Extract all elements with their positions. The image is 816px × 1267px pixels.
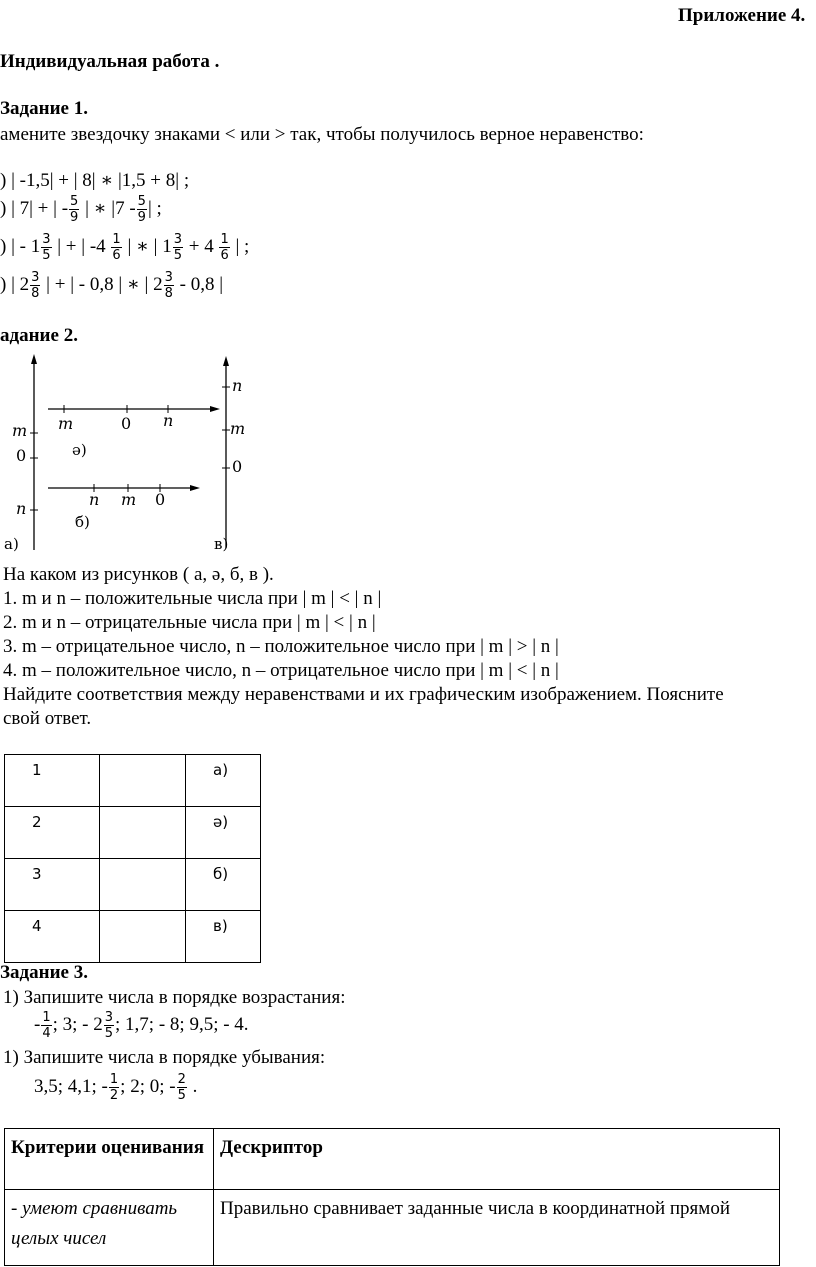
fraction: $\frac{3}{8}$: [164, 270, 173, 301]
task1-instruction: амените звездочку знаками < или > так, чтобы получилось верное неравенство:: [0, 124, 644, 145]
number-lines-figure: [0, 350, 260, 555]
table-cell-answer[interactable]: [100, 859, 186, 911]
arrow-b: [190, 485, 200, 491]
task2-item-1: 1. m и n – положительные числа при | m | < | n |: [3, 588, 382, 609]
task3-question-1: 1) Запишите числа в порядке возрастания:: [3, 987, 346, 1008]
label-fig-b: б): [75, 513, 90, 531]
table-cell-number: 1: [5, 755, 100, 807]
task3-question-2: 1) Запишите числа в порядке убывания:: [3, 1047, 326, 1068]
label-v-0: 0: [232, 457, 243, 476]
label-ae-n: n: [163, 411, 174, 430]
fraction: $\frac{3}{5}$: [42, 232, 51, 263]
task3-heading: Задание 3.: [0, 962, 88, 983]
label-v-m: m: [230, 419, 246, 438]
table-cell-number: 4: [5, 911, 100, 963]
table-row: [5, 807, 261, 859]
fraction: $\frac{3}{8}$: [31, 270, 40, 301]
arrow-v: [223, 356, 229, 366]
task3-row-2: 3,5; 4,1; - $\frac{1}{2}$ ; 2; 0; - $\frac{2}{5}$ .: [34, 1072, 198, 1103]
task2-item-3: 3. m – отрицательное число, n – положительное число при | m | > | n |: [3, 636, 559, 657]
table-row: [5, 1129, 780, 1190]
label-ae-m: m: [58, 414, 74, 433]
criteria-cell: - умеют сравнивать целых чисел: [5, 1190, 214, 1266]
task1-item-1: ) | -1,5| + | 8| ∗ |1,5 + 8| ;: [0, 170, 190, 191]
task2-item-4: 4. m – положительное число, n – отрицательное число при | m | < | n |: [3, 660, 559, 681]
task2-heading: адание 2.: [0, 325, 78, 346]
label-a-n: n: [16, 499, 27, 518]
label-fig-ae: ә): [72, 441, 87, 459]
fraction: $\frac{2}{5}$: [177, 1072, 186, 1103]
label-b-0: 0: [155, 490, 166, 509]
criteria-header: Критерии оценивания: [5, 1129, 214, 1190]
task1-item-2: ) | 7| + | - $\frac{5}{9}$ | ∗ |7 - $\frac{5}{9}$ | ;: [0, 194, 162, 225]
descriptor-header: Дескриптор: [214, 1129, 780, 1190]
table-row: [5, 911, 261, 963]
task2-question: На каком из рисунков ( а, ә, б, в ).: [3, 564, 274, 585]
task1-item-3: ) | - 1 $\frac{3}{5}$ | + | -4 $\frac{1}{6}$ | ∗ | 1 $\frac{3}{5}$ + 4 $\frac{1}{6}$ | ;: [0, 232, 250, 263]
label-b-n: n: [89, 490, 100, 509]
task2-item-2: 2. m и n – отрицательные числа при | m | < | n |: [3, 612, 376, 633]
task1-heading: Задание 1.: [0, 98, 88, 119]
table-cell-number: 2: [5, 807, 100, 859]
table-cell-figure: в): [186, 911, 261, 963]
page-title: Индивидуальная работа .: [0, 51, 220, 72]
appendix-label: Приложение 4.: [678, 5, 806, 26]
task1-item-4: ) | 2 $\frac{3}{8}$ | + | - 0,8 | ∗ | 2 $\frac{3}{8}$ - 0,8 |: [0, 270, 224, 301]
arrow-ae: [210, 406, 220, 412]
table-row: [5, 1190, 780, 1266]
task3-row-1: - $\frac{1}{4}$ ; 3; - 2 $\frac{3}{5}$ ; 1,7; - 8; 9,5; - 4.: [34, 1010, 249, 1041]
table-cell-answer[interactable]: [100, 755, 186, 807]
matching-table: [4, 754, 261, 963]
label-fig-a: а): [4, 535, 19, 553]
label-fig-v: в): [214, 535, 229, 553]
task2-find-line-1: Найдите соответствия между неравенствами и их графическим изображением. Поясните: [3, 684, 724, 705]
fraction: $\frac{3}{5}$: [173, 232, 182, 263]
table-cell-answer[interactable]: [100, 807, 186, 859]
descriptor-cell: Правильно сравнивает заданные числа в координатной прямой: [214, 1190, 780, 1266]
arrow-a: [31, 354, 37, 364]
label-v-n: n: [232, 376, 243, 395]
fraction: $\frac{1}{4}$: [42, 1010, 51, 1041]
criteria-table: [4, 1128, 780, 1266]
label-a-m: m: [12, 421, 28, 440]
label-ae-0: 0: [121, 414, 132, 433]
table-row: [5, 755, 261, 807]
fraction: $\frac{5}{9}$: [137, 194, 146, 225]
fraction: $\frac{1}{6}$: [220, 232, 229, 263]
table-cell-figure: б): [186, 859, 261, 911]
table-cell-figure: ә): [186, 807, 261, 859]
fraction: $\frac{5}{9}$: [70, 194, 79, 225]
table-cell-answer[interactable]: [100, 911, 186, 963]
fraction: $\frac{1}{6}$: [112, 232, 121, 263]
fraction: $\frac{1}{2}$: [109, 1072, 119, 1103]
table-cell-number: 3: [5, 859, 100, 911]
fraction: $\frac{3}{5}$: [104, 1010, 114, 1041]
table-row: [5, 859, 261, 911]
table-cell-figure: а): [186, 755, 261, 807]
label-a-0: 0: [16, 446, 27, 465]
label-b-m: m: [121, 490, 137, 509]
task2-find-line-2: свой ответ.: [3, 708, 92, 729]
